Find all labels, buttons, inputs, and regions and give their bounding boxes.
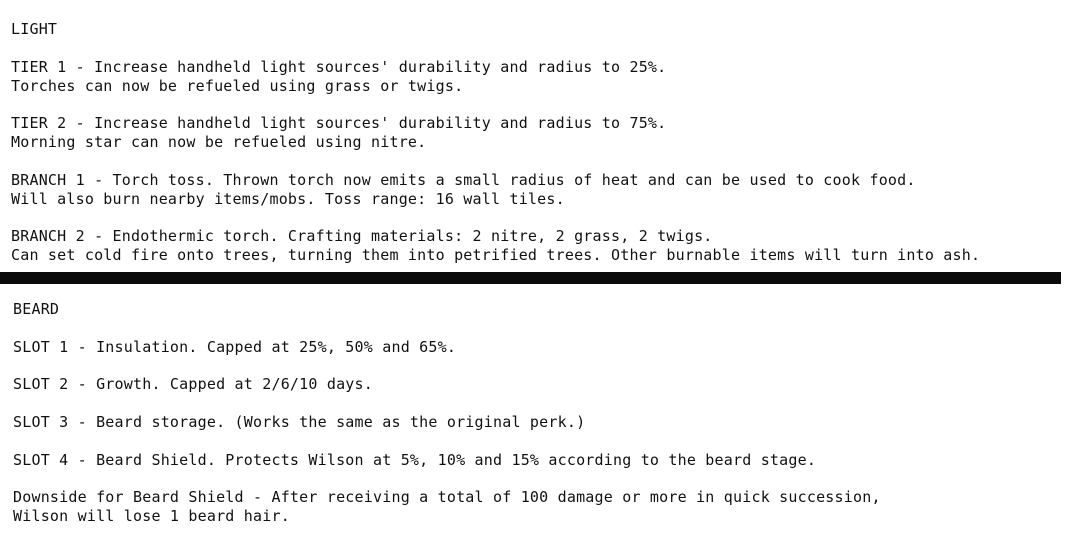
branch2-description: BRANCH 2 - Endothermic torch. Crafting materials: 2 nitre, 2 grass, 2 twigs. <box>11 227 713 245</box>
branch1-detail: Will also burn nearby items/mobs. Toss range: 16 wall tiles. <box>11 190 565 208</box>
downside-detail: Wilson will lose 1 beard hair. <box>13 507 290 525</box>
tier1-detail: Torches can now be refueled using grass or twigs. <box>11 77 464 95</box>
slot4-description: SLOT 4 - Beard Shield. Protects Wilson at 5%, 10% and 15% according to the beard stage. <box>13 451 817 469</box>
slot3-description: SLOT 3 - Beard storage. (Works the same as the original perk.) <box>13 413 586 431</box>
slot1-description: SLOT 1 - Insulation. Capped at 25%, 50% and 65%. <box>13 338 457 356</box>
branch1-description: BRANCH 1 - Torch toss. Thrown torch now emits a small radius of heat and can be used to cook food. <box>11 171 916 189</box>
beard-heading: BEARD <box>13 300 60 318</box>
light-heading: LIGHT <box>11 20 58 38</box>
downside-description: Downside for Beard Shield - After receiving a total of 100 damage or more in quick succession, <box>13 488 881 506</box>
branch2-detail: Can set cold fire onto trees, turning them into petrified trees. Other burnable items will turn into ash. <box>11 246 981 264</box>
slot2-description: SLOT 2 - Growth. Capped at 2/6/10 days. <box>13 375 373 393</box>
tier1-description: TIER 1 - Increase handheld light sources' durability and radius to 25%. <box>11 58 667 76</box>
tier2-description: TIER 2 - Increase handheld light sources' durability and radius to 75%. <box>11 114 667 132</box>
section-divider <box>0 272 1061 284</box>
tier2-detail: Morning star can now be refueled using nitre. <box>11 133 427 151</box>
